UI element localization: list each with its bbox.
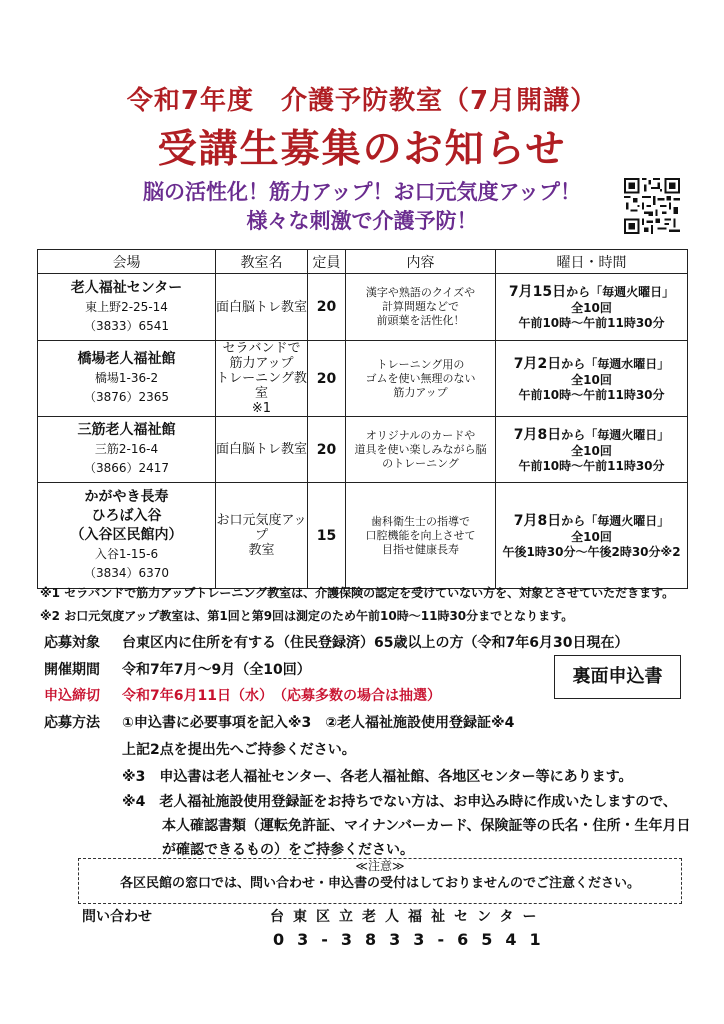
- target-label: 応募対象: [44, 635, 100, 651]
- sessions: 全10回: [571, 529, 612, 544]
- start-from: から: [566, 285, 591, 299]
- venue-name: 老人福祉センター: [70, 279, 183, 296]
- method-note3: ※3 申込書は老人福祉センター、各老人福祉館、各地区センター等にあります。: [122, 769, 633, 785]
- apply-form-box: 裏面申込書: [554, 655, 681, 699]
- period-label: 開催期間: [44, 662, 100, 678]
- start-date: [496, 426, 687, 444]
- class-name: お口元気度アップ: [216, 513, 307, 543]
- content-cell: [346, 417, 496, 483]
- capacity-cell: 20: [308, 274, 346, 341]
- method-note4-line2: 本人確認書類（運転免許証、マイナンバーカード、保険証等の氏名・住所・生年月日: [162, 818, 691, 834]
- header-schedule: 曜日・時間: [496, 250, 688, 274]
- venue-tel: （3876）2365: [83, 390, 170, 404]
- content-line: のトレーニング: [382, 456, 459, 470]
- schedule-cell: [496, 274, 688, 341]
- venue-name: ひろば入谷: [91, 508, 162, 524]
- weekday: 「毎週水曜日」: [585, 356, 670, 371]
- header-class: 教室名: [216, 250, 308, 274]
- sessions: 全10回: [571, 443, 612, 458]
- content-cell: [346, 274, 496, 341]
- venue-name: 橋場老人福祉館: [77, 351, 176, 367]
- content-line: 筋力アップ: [393, 385, 448, 399]
- table-row: [38, 417, 688, 483]
- method-line1: ①申込書に必要事項を記入※3 ②老人福祉施設使用登録証※4: [122, 715, 515, 731]
- class-name: 面白脳トレ教室: [216, 442, 308, 457]
- venue-cell: [38, 417, 216, 483]
- method-note4-line1: ※4 老人福祉施設使用登録証をお持ちでない方は、お申込み時に作成いたしますので、: [122, 794, 677, 810]
- contact-org: 台東区立老人福祉センター: [270, 909, 546, 925]
- content-line: 計算問題などで: [382, 300, 459, 313]
- method-line2: 上記2点を提出先へご持参ください。: [122, 742, 356, 758]
- venue-address: 橋場1-36-2: [94, 371, 159, 385]
- period-row: [44, 659, 311, 679]
- method-label: 応募方法: [44, 715, 100, 731]
- header-capacity: 定員: [308, 250, 346, 274]
- schedule-cell: [496, 483, 688, 589]
- method-note4-line3: が確認できるもの）をご持参ください。: [162, 842, 414, 858]
- qr-code-icon[interactable]: [624, 178, 680, 234]
- time-range: 午前10時～午前11時30分: [518, 458, 665, 473]
- start-day: 7月15日: [508, 284, 567, 300]
- title-line1: 令和7年度 介護予防教室（7月開講）: [126, 86, 598, 116]
- venue-cell: [38, 274, 216, 341]
- class-name: ※1: [251, 401, 272, 416]
- capacity-cell: 20: [308, 341, 346, 417]
- deadline-label: 申込締切: [44, 688, 100, 704]
- start-day: 7月8日: [513, 426, 562, 443]
- time-range: 午前10時～午前11時30分: [518, 387, 665, 402]
- table-row: [38, 274, 688, 341]
- content-line: トレーニング用の: [376, 357, 465, 371]
- start-date: [496, 512, 687, 530]
- start-date: [496, 283, 687, 301]
- content-cell: [346, 341, 496, 417]
- caution-box: [78, 858, 682, 904]
- content-line: 漢字や熟語のクイズや: [365, 286, 476, 299]
- note-1: ※1 セラバンドで筋力アップトレーニング教室は、介護保険の認定を受けていない方を、対象とさせていただきます。: [40, 586, 675, 600]
- caution-title: ≪注意≫: [355, 859, 405, 873]
- start-from: から: [561, 356, 586, 371]
- class-cell: [216, 483, 308, 589]
- class-cell: [216, 417, 308, 483]
- table-row: [38, 341, 688, 417]
- sessions: 全10回: [571, 301, 612, 315]
- start-day: 7月2日: [513, 355, 562, 372]
- content-line: 口腔機能を向上させて: [365, 528, 476, 542]
- table-row: [38, 483, 688, 589]
- schedule-table: [37, 249, 688, 589]
- class-name: セラバンドで: [222, 341, 301, 356]
- subtitle-line1: 脳の活性化！筋力アップ！お口元気度アップ！: [142, 180, 582, 204]
- deadline-value: 令和7年6月11日（水） （応募多数の場合は抽選）: [122, 688, 441, 704]
- class-cell: [216, 274, 308, 341]
- target-row: [44, 632, 628, 652]
- period-value: 令和7年7月～9月（全10回）: [122, 662, 311, 678]
- content-cell: [346, 483, 496, 589]
- class-name: 筋力アップ: [229, 356, 294, 371]
- capacity-cell: 15: [308, 483, 346, 589]
- start-date: [496, 355, 687, 373]
- subtitle-line2: 様々な刺激で介護予防！: [246, 209, 478, 233]
- start-from: から: [561, 513, 586, 528]
- schedule-cell: [496, 341, 688, 417]
- venue-address: 東上野2-25-14: [85, 299, 168, 314]
- venue-tel: （3833）6541: [83, 318, 170, 333]
- target-value: 台東区内に住所を有する（住民登録済）65歳以上の方（令和7年6月30日現在）: [122, 635, 629, 651]
- venue-name: かがやき長寿: [84, 489, 169, 505]
- table-header-row: [38, 250, 688, 274]
- venue-cell: [38, 341, 216, 417]
- contact-label: 問い合わせ: [82, 909, 152, 925]
- weekday: 「毎週火曜日」: [590, 285, 675, 299]
- content-line: 目指せ健康長寿: [382, 542, 459, 556]
- venue-cell: [38, 483, 216, 589]
- weekday: 「毎週火曜日」: [585, 513, 670, 528]
- capacity-cell: 20: [308, 417, 346, 483]
- class-name: 面白脳トレ教室: [216, 299, 308, 315]
- header-content: 内容: [346, 250, 496, 274]
- start-day: 7月8日: [513, 512, 562, 529]
- note-2: ※2 お口元気度アップ教室は、第1回と第9回は測定のため午前10時～11時30分までとなります。: [40, 609, 574, 623]
- class-name: トレーニング教室: [216, 371, 307, 401]
- contact-tel: 03-3833-6541: [273, 930, 554, 949]
- title-line2: 受講生募集のお知らせ: [157, 127, 567, 172]
- content-line: 道具を使い楽しみながら脳: [354, 442, 487, 456]
- venue-tel: （3834）6370: [83, 566, 170, 580]
- method-row: [44, 712, 514, 732]
- class-name: 教室: [248, 543, 275, 558]
- deadline-row: [44, 685, 441, 705]
- start-from: から: [561, 427, 586, 442]
- sessions: 全10回: [571, 372, 612, 387]
- class-cell: [216, 341, 308, 417]
- time-range: 午後1時30分～午後2時30分※2: [502, 544, 681, 559]
- content-line: オリジナルのカードや: [365, 428, 476, 442]
- time-range: 午前10時～午前11時30分: [518, 316, 665, 330]
- weekday: 「毎週火曜日」: [585, 427, 670, 442]
- content-line: 歯科衛生士の指導で: [371, 514, 470, 528]
- content-line: 前頭葉を活性化！: [376, 314, 465, 327]
- venue-tel: （3866）2417: [83, 461, 170, 475]
- caution-text: 各区民館の窓口では、問い合わせ・申込書の受付はしておりませんのでご注意ください。: [119, 876, 640, 891]
- header-venue: 会場: [38, 250, 216, 274]
- schedule-cell: [496, 417, 688, 483]
- venue-name: （入谷区民館内）: [70, 527, 183, 543]
- content-line: ゴムを使い無理のない: [365, 371, 476, 385]
- venue-address: 入谷1-15-6: [94, 547, 159, 561]
- venue-address: 三筋2-16-4: [94, 442, 159, 456]
- venue-name: 三筋老人福祉館: [77, 422, 176, 438]
